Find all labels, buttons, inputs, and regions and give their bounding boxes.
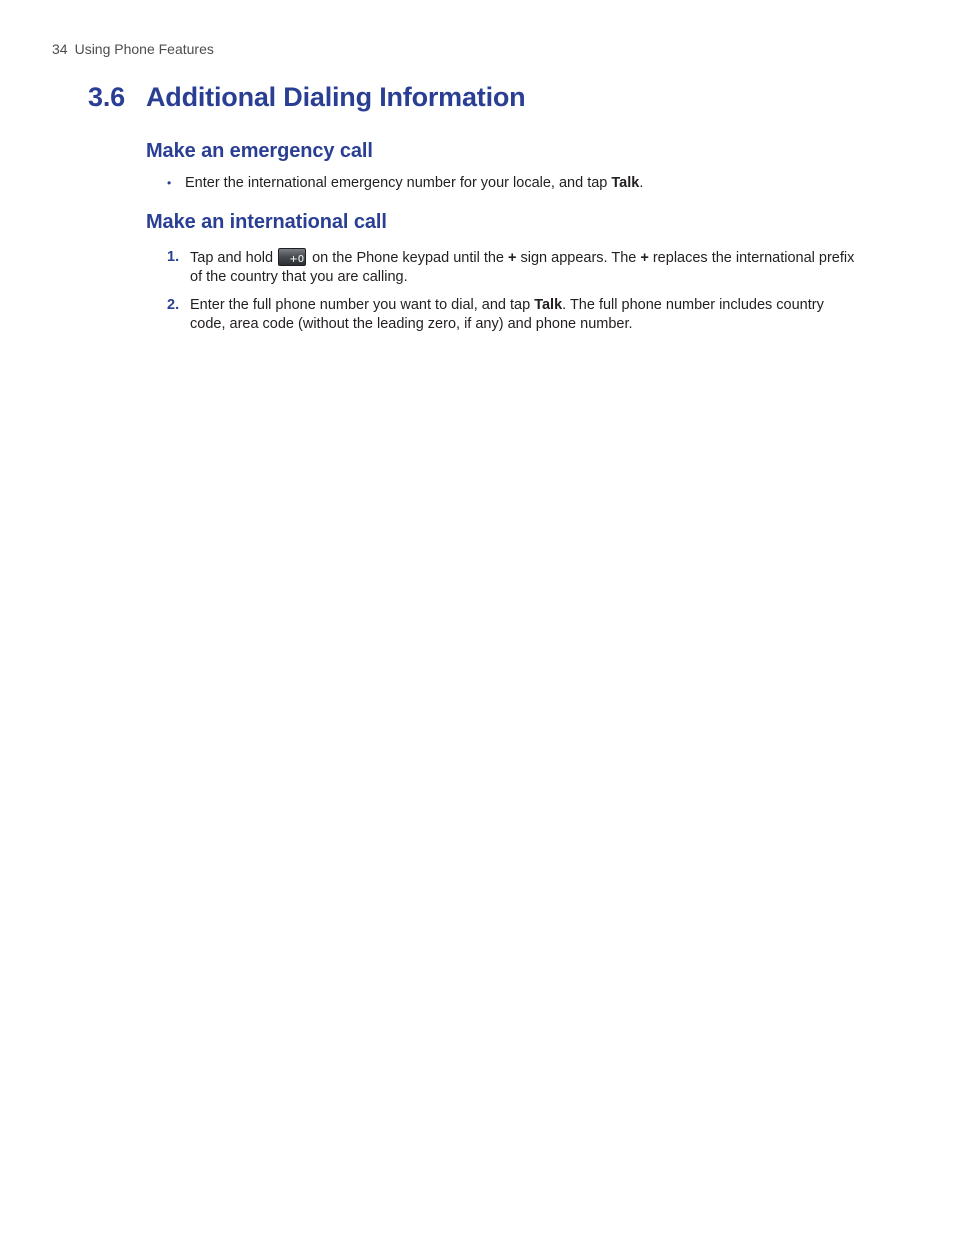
emergency-bullet-list xyxy=(167,174,867,193)
bullet-text-end: . xyxy=(639,175,644,191)
international-call-heading: Make an international call xyxy=(146,211,387,233)
step-text: Tap and hold xyxy=(190,250,278,266)
section-title xyxy=(88,82,525,113)
chapter-title: Using Phone Features xyxy=(74,41,214,57)
bullet-text: Enter the international emergency number for your locale, and tap xyxy=(185,175,612,191)
step-text: . The full phone number includes country code, area code (without the leading zero, if any) and phone number. xyxy=(190,297,824,332)
section-number: 3.6 xyxy=(88,82,125,112)
talk-keyword: Talk xyxy=(611,175,640,191)
page-number: 34 xyxy=(52,41,68,57)
emergency-call-heading: Make an emergency call xyxy=(146,140,373,162)
step-text: on the Phone keypad until the xyxy=(308,250,509,266)
step-text: replaces the international prefix of the country that you are calling. xyxy=(190,250,855,285)
running-header xyxy=(52,41,214,57)
plus-sign: + xyxy=(508,250,517,266)
plus-sign: + xyxy=(640,250,649,266)
talk-keyword: Talk xyxy=(534,297,563,313)
step-text: Enter the full phone number you want to dial, and tap xyxy=(190,297,535,313)
section-title-text: Additional Dialing Information xyxy=(146,82,526,112)
international-steps-list xyxy=(167,248,857,343)
step-item-2 xyxy=(167,296,857,334)
list-item xyxy=(167,174,867,193)
step-number: 1. xyxy=(167,249,180,265)
key-glyph: +0 xyxy=(289,254,305,265)
step-number: 2. xyxy=(167,297,180,313)
zero-plus-key-icon xyxy=(278,248,306,266)
bullet-icon: • xyxy=(167,176,172,190)
step-item-1 xyxy=(167,248,857,287)
step-text: sign appears. The xyxy=(516,250,641,266)
